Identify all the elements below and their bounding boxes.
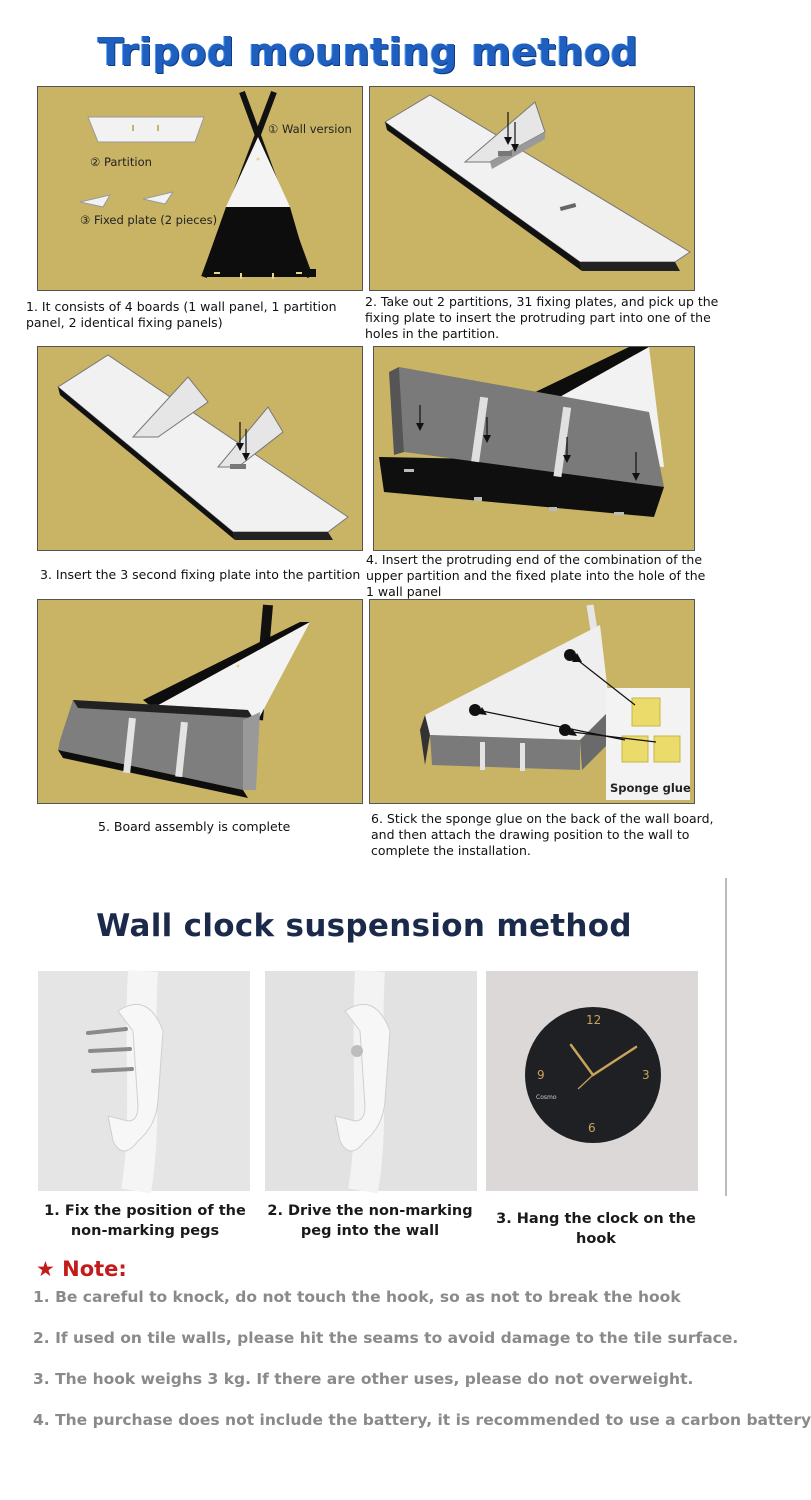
clock-step1-caption: 1. Fix the position of the non-marking pegs: [44, 1203, 246, 1239]
step3-caption: 3. Insert the 3 second fixing plate into the partition: [40, 567, 361, 582]
fixed-plate-label: ③ Fixed plate (2 pieces): [80, 213, 218, 227]
clock-numeral-12: 12: [586, 1013, 602, 1027]
step5-caption: 5. Board assembly is complete: [98, 819, 291, 834]
note-item-2: 2. If used on tile walls, please hit the seams to avoid damage to the tile surface.: [33, 1329, 739, 1347]
step2-illustration: [369, 86, 695, 291]
sponge-glue-label: Sponge glue: [610, 781, 691, 795]
clock-step3-caption: 3. Hang the clock on the hook: [496, 1211, 696, 1247]
step5-illustration: [37, 599, 363, 804]
peg-drive-photo: [265, 971, 477, 1191]
step2-caption: 2. Take out 2 partitions, 31 fixing plates, and pick up the fixing plate to insert the protruding part into one of the holes in the partition.: [365, 294, 719, 341]
step6-illustration: [369, 599, 695, 804]
clock-numeral-6: 6: [588, 1121, 596, 1135]
peg-fix-photo: [38, 971, 250, 1191]
step4-illustration: [373, 346, 695, 551]
wall-version-label: ① Wall version: [268, 122, 352, 136]
tripod-title: Tripod mounting method: [97, 30, 639, 74]
clock-photo: [486, 971, 698, 1191]
clock-brand: Cosmo: [536, 1094, 557, 1101]
clock-numeral-3: 3: [642, 1068, 650, 1082]
clock-numeral-9: 9: [537, 1068, 545, 1082]
clock-title: Wall clock suspension method: [96, 908, 632, 944]
step1-illustration: [37, 86, 363, 291]
note-heading: ★ Note:: [36, 1257, 127, 1281]
step4-caption: 4. Insert the protruding end of the combination of the upper partition and the fixed plate into the hole of the 1 wall panel: [366, 552, 706, 599]
partition-label: ② Partition: [90, 155, 152, 169]
note-item-4: 4. The purchase does not include the battery, it is recommended to use a carbon battery: [33, 1411, 811, 1429]
note-item-1: 1. Be careful to knock, do not touch the hook, so as not to break the hook: [33, 1288, 681, 1306]
clock-step2-caption: 2. Drive the non-marking peg into the wall: [267, 1203, 473, 1239]
step6-caption: 6. Stick the sponge glue on the back of the wall board, and then attach the drawing position to the wall to complete the installation.: [371, 811, 714, 858]
step1-caption: 1. It consists of 4 boards (1 wall panel, 1 partition panel, 2 identical fixing panels): [26, 299, 337, 330]
note-item-3: 3. The hook weighs 3 kg. If there are other uses, please do not overweight.: [33, 1370, 694, 1388]
step3-illustration: [37, 346, 363, 551]
